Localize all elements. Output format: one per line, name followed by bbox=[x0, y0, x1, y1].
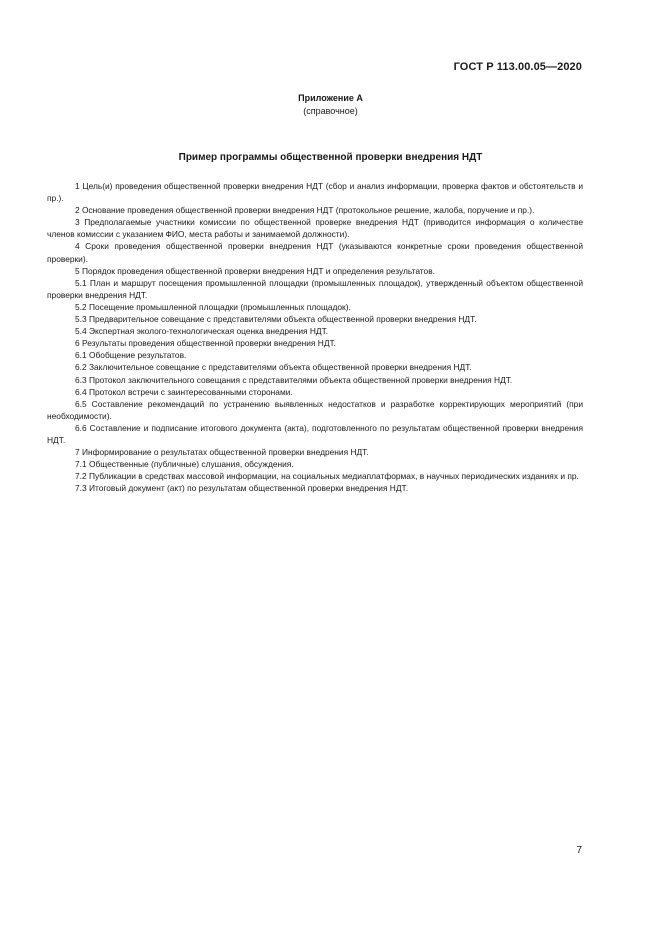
paragraph-7-3: 7.3 Итоговый документ (акт) по результатам общественной проверки внедрения НДТ. bbox=[75, 483, 409, 494]
paragraph-7-2: 7.2 Публикации в средствах массовой информации, на социальных медиаплатформах, в научных периодических изданиях и пр. bbox=[75, 471, 579, 482]
paragraph-5-1: 5.1 План и маршрут посещения промышленной площадки (промышленных площадок), утвержденный объектом общественной проверки внедрения НДТ. bbox=[47, 277, 583, 300]
document-body bbox=[47, 180, 583, 494]
paragraph-5: 5 Порядок проведения общественной проверки внедрения НДТ и определения результатов. bbox=[75, 265, 435, 276]
paragraph-1: 1 Цель(и) проведения общественной проверки внедрения НДТ (сбор и анализ информации, проверка фактов и обстоятельств и пр.). bbox=[47, 181, 583, 204]
paragraph-6-2: 6.2 Заключительное совещание с представителями объекта общественной проверки внедрения НДТ. bbox=[75, 362, 472, 373]
paragraph-5-4: 5.4 Экспертная эколого-технологическая оценка внедрения НДТ. bbox=[75, 326, 329, 337]
paragraph-6-6: 6.6 Составление и подписание итогового документа (акта), подготовленного по результатам общественной проверки внедрения НДТ. bbox=[47, 422, 583, 445]
paragraph-5-2: 5.2 Посещение промышленной площадки (промышленных площадок). bbox=[75, 301, 351, 312]
page-title: Пример программы общественной проверки внедрения НДТ bbox=[178, 152, 483, 163]
page-number: 7 bbox=[576, 845, 582, 856]
paragraph-5-3: 5.3 Предварительное совещание с представителями объекта общественной проверки внедрения НДТ. bbox=[75, 314, 477, 325]
appendix-title: Приложение А bbox=[298, 93, 363, 103]
paragraph-2: 2 Основание проведения общественной проверки внедрения НДТ (протокольное решение, жалоба, поручение и пр.). bbox=[75, 205, 535, 216]
appendix-subtitle: (справочное) bbox=[303, 106, 358, 116]
paragraph-6-1: 6.1 Обобщение результатов. bbox=[75, 350, 187, 361]
paragraph-7-1: 7.1 Общественные (публичные) слушания, обсуждения. bbox=[75, 459, 294, 470]
paragraph-4: 4 Сроки проведения общественной проверки внедрения НДТ (указываются конкретные сроки проведения общественной проверки). bbox=[47, 241, 583, 264]
paragraph-6-5: 6.5 Составление рекомендаций по устранению выявленных недостатков и разработке корректирующих мероприятий (при необходимости). bbox=[47, 398, 583, 421]
paragraph-3: 3 Предполагаемые участники комиссии по общественной проверке внедрения НДТ (приводится информация о количестве членов комиссии с указанием ФИО, места работы и занимаемой должности). bbox=[47, 217, 583, 240]
paragraph-7: 7 Информирование о результатах общественной проверки внедрения НДТ. bbox=[75, 447, 369, 458]
document-code: ГОСТ Р 113.00.05—2020 bbox=[453, 61, 582, 73]
appendix-heading bbox=[0, 92, 661, 118]
paragraph-6: 6 Результаты проведения общественной проверки внедрения НДТ. bbox=[75, 338, 337, 349]
paragraph-6-4: 6.4 Протокол встречи с заинтересованными сторонами. bbox=[75, 386, 293, 397]
paragraph-6-3: 6.3 Протокол заключительного совещания с представителями объекта общественной проверки внедрения НДТ. bbox=[75, 374, 513, 385]
